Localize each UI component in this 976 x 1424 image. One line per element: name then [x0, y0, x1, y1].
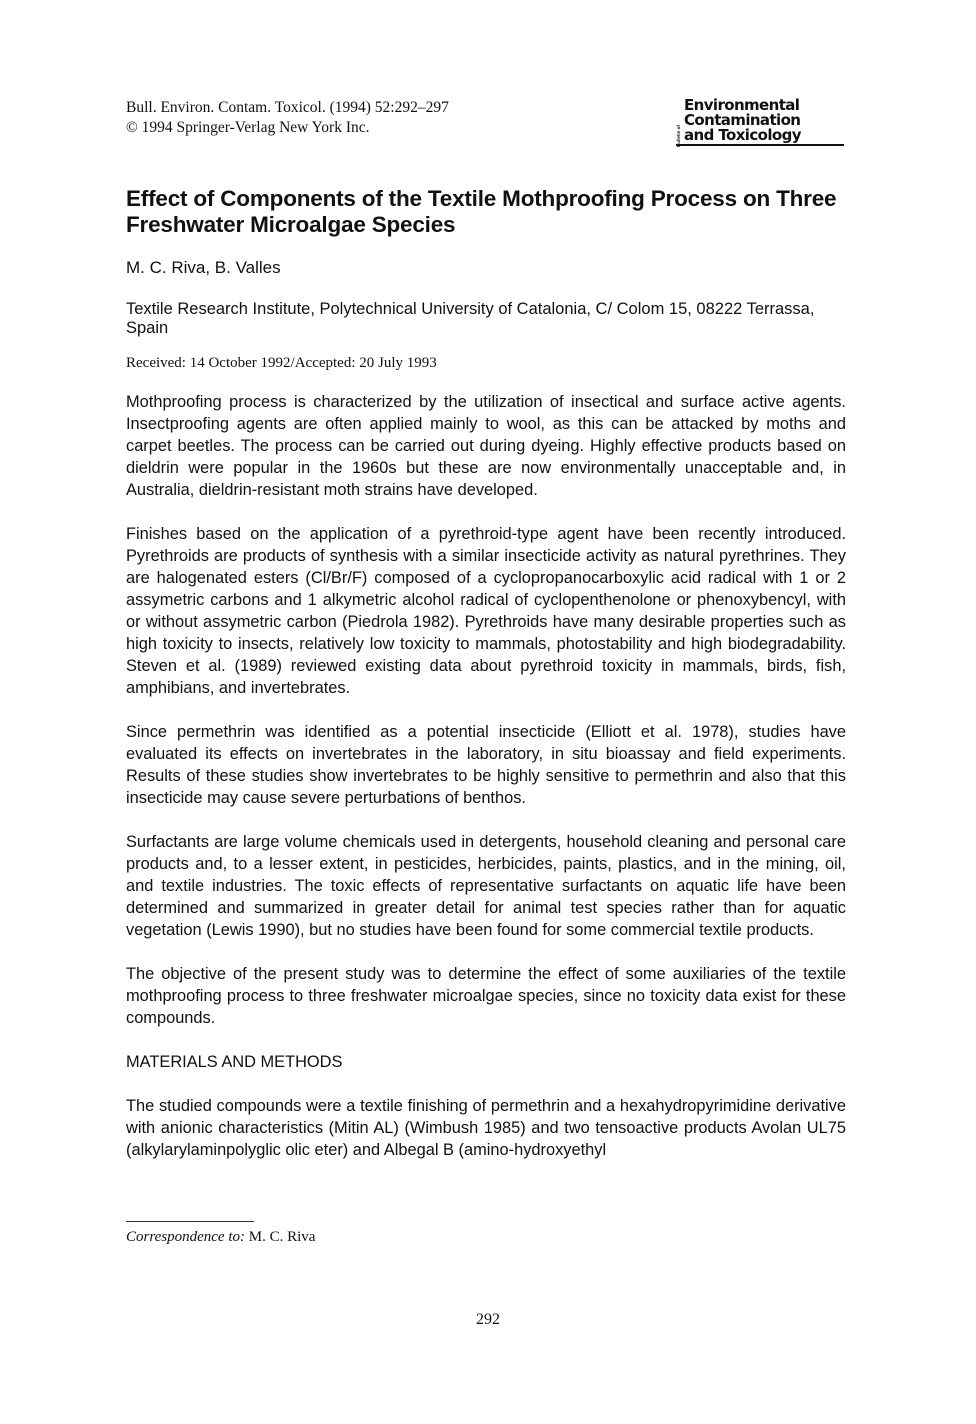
author-affiliation: Textile Research Institute, Polytechnical University of Catalonia, C/ Colom 15, 08222 Terrassa, Spain — [126, 300, 815, 337]
received-dates: Received: 14 October 1992/Accepted: 20 July 1993 — [126, 355, 437, 371]
article-title: Effect of Components of the Textile Mothproofing Process on Three Freshwater Microalgae Species — [126, 186, 837, 237]
footnote-name: M. C. Riva — [248, 1229, 316, 1245]
section-heading: MATERIALS AND METHODS — [126, 1053, 343, 1071]
citation-line: Bull. Environ. Contam. Toxicol. (1994) 52:292–297 — [126, 99, 449, 116]
body-paragraph: Mothproofing process is characterized by the utilization of insectical and surface active agents. Insectproofing agents are often applied mainly to wool, as this can be attacked by moths and carpet beetles. The process can be carried out during dyeing. Highly effective products based on dieldrin were popular in the 1960s but these are now environmentally unacceptable and, in Australia, dieldrin-resistant moth strains have developed. — [126, 393, 846, 499]
journal-logo-text — [684, 98, 844, 144]
body-paragraph: Surfactants are large volume chemicals used in detergents, household cleaning and personal care products and, to a lesser extent, in pesticides, herbicides, paints, plastics, and in the mining, oil, and textile industries. The toxic effects of representative surfactants on aquatic life have been determined and summarized in greater detail for animal test species rather than for aquatic vegetation (Lewis 1990), but no studies have been found for some commercial textile products. — [126, 833, 846, 939]
footnote-label: Correspondence to: — [126, 1229, 246, 1245]
article-authors: M. C. Riva, B. Valles — [126, 258, 281, 277]
journal-citation — [126, 98, 449, 138]
journal-logo — [676, 98, 844, 146]
journal-logo-line: Contamination — [684, 111, 801, 129]
article-body — [126, 391, 846, 1183]
body-paragraph: The studied compounds were a textile finishing of permethrin and a hexahydropyrimidine derivative with anionic characteristics (Mitin AL) (Wimbush 1985) and two tensoactive products Avolan UL75 (alkylarylaminpolyglic olic eter) and Albegal B (amino-hydroxyethyl — [126, 1097, 846, 1159]
journal-logo-line: and Toxicology — [684, 126, 801, 144]
body-paragraph: The objective of the present study was to determine the effect of some auxiliaries of the textile mothproofing process to three freshwater microalgae species, since no toxicity data exist for these compounds. — [126, 965, 846, 1027]
page-number: 292 — [476, 1311, 500, 1328]
copyright-line: © 1994 Springer-Verlag New York Inc. — [126, 119, 370, 136]
body-paragraph: Finishes based on the application of a pyrethroid-type agent have been recently introduced. Pyrethroids are products of synthesis with a similar insecticide activity as natural pyrethrines. They are halogenated esters (Cl/Br/F) composed of a cyclopropanocarboxylic acid radical with 1 or 2 assymetric carbons and 1 alkymetric alcohol radical of cyclopenthenolone or phenoxybencyl, with or without assymetric carbon (Piedrola 1982). Pyrethroids have many desirable properties such as high toxicity to insects, relatively low toxicity to mammals, photostability and high biodegradability. Steven et al. (1989) reviewed existing data about pyrethroid toxicity in mammals, birds, fish, amphibians, and invertebrates. — [126, 525, 846, 697]
journal-logo-line: Environmental — [684, 96, 800, 114]
journal-logo-side-text: Bulletin of — [676, 125, 681, 147]
body-paragraph: Since permethrin was identified as a potential insecticide (Elliott et al. 1978), studies have evaluated its effects on invertebrates in the laboratory, in situ bioassay and field experiments. Results of these studies show invertebrates to be highly sensitive to permethrin and also that this insecticide may cause severe perturbations of benthos. — [126, 723, 846, 807]
correspondence-footnote — [126, 1228, 315, 1246]
footnote-divider — [126, 1221, 254, 1222]
